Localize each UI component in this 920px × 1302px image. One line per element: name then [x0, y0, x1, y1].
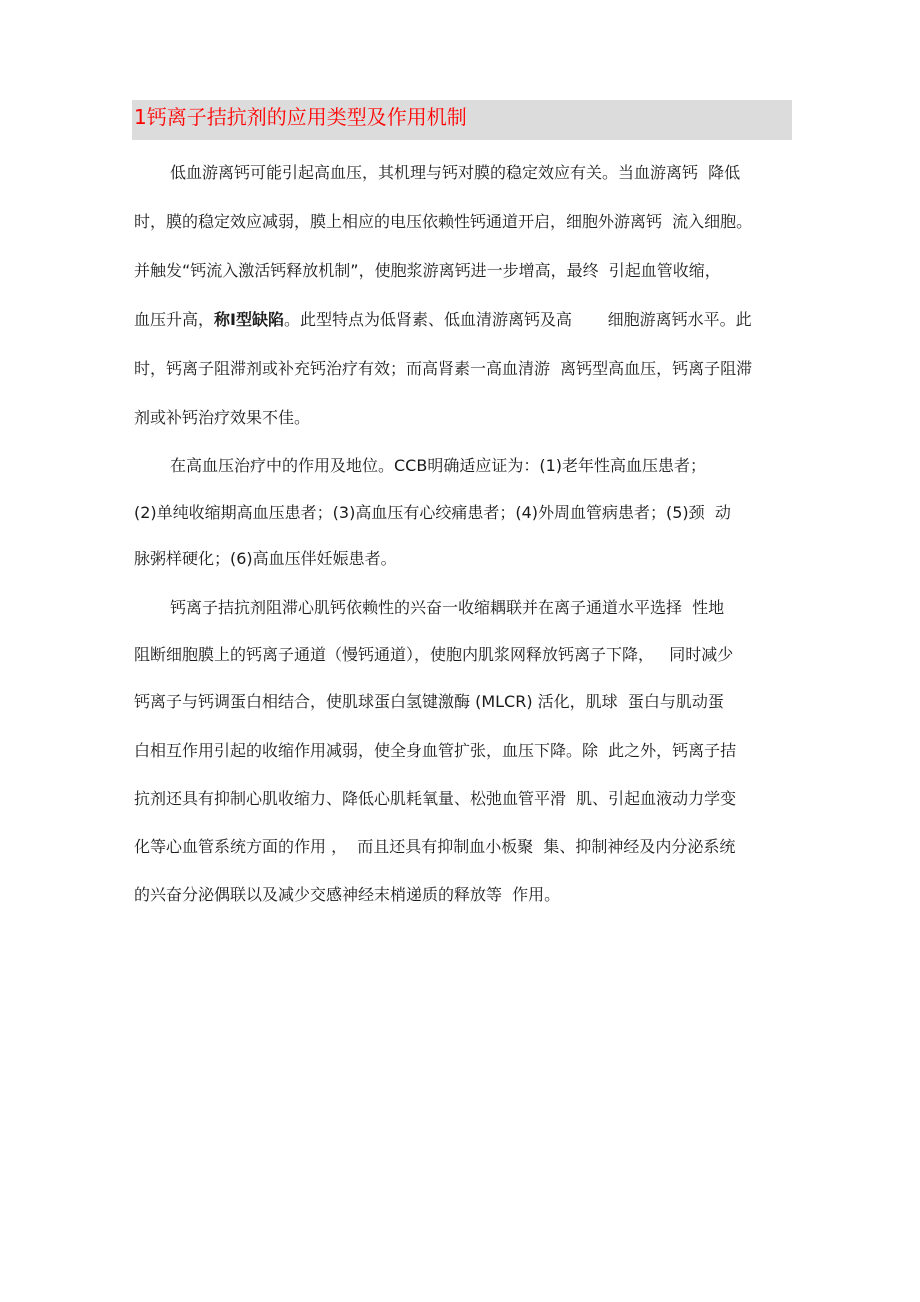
- text-line: 时，钙离子阻滞剂或补充钙治疗有效；而高肾素一高血清游 离钙型高血压，钙离子阻滞: [134, 359, 753, 378]
- text-line: 剂或补钙治疗效果不佳。: [134, 408, 311, 427]
- text-line: 化等心血管系统方面的作用 ， 而且还具有抑制血小板聚 集、抑制神经及内分泌系统: [134, 837, 736, 856]
- text-line: (2)单纯收缩期高血压患者；(3)高血压有心绞痛患者；(4)外周血管病患者；(5)颈 动: [134, 503, 731, 522]
- text-line: 白相互作用引起的收缩作用减弱，使全身血管扩张，血压下降。除 此之外，钙离子拮: [134, 741, 737, 760]
- bold-term: 称I型缺陷: [214, 310, 284, 329]
- text-line: 钙离子拮抗剂阻滞心肌钙依赖性的兴奋一收缩耦联并在离子通道水平选择 性地: [170, 598, 725, 617]
- text-line: 脉粥样硬化；(6)高血压伴妊娠患者。: [134, 549, 397, 568]
- text-span: 血压升高，: [134, 310, 215, 329]
- text-line: 并触发“钙流入激活钙释放机制”，使胞浆游离钙进一步增高，最终 引起血管收缩，: [134, 261, 721, 280]
- text-line: 阻断细胞膜上的钙离子通道（慢钙通道），使胞内肌浆网释放钙离子下降， 同时减少: [134, 645, 734, 664]
- text-line: 时，膜的稳定效应减弱，膜上相应的电压依赖性钙通道开启，细胞外游离钙 流入细胞。: [134, 212, 753, 231]
- section-heading-bar: [132, 100, 792, 140]
- section-heading: 1钙离子拮抗剂的应用类型及作用机制: [134, 105, 467, 129]
- text-line: 钙离子与钙调蛋白相结合，使肌球蛋白氢键激酶 (MLCR) 活化，肌球 蛋白与肌动蛋: [134, 692, 724, 711]
- text-line: 的兴奋分泌偶联以及减少交感神经末梢递质的释放等 作用。: [134, 885, 561, 904]
- text-span: 。此型特点为低肾素、低血清游离钙及高 细胞游离钙水平。此: [283, 310, 752, 329]
- text-line: 在高血压治疗中的作用及地位。CCB明确适应证为：(1)老年性高血压患者；: [170, 456, 706, 475]
- text-line: 抗剂还具有抑制心肌收缩力、降低心肌耗氧量、松弛血管平滑 肌、引起血液动力学变: [134, 789, 737, 808]
- text-line: 低血游离钙可能引起高血压，其机理与钙对膜的稳定效应有关。当血游离钙 降低: [170, 163, 741, 182]
- text-line: [134, 309, 752, 331]
